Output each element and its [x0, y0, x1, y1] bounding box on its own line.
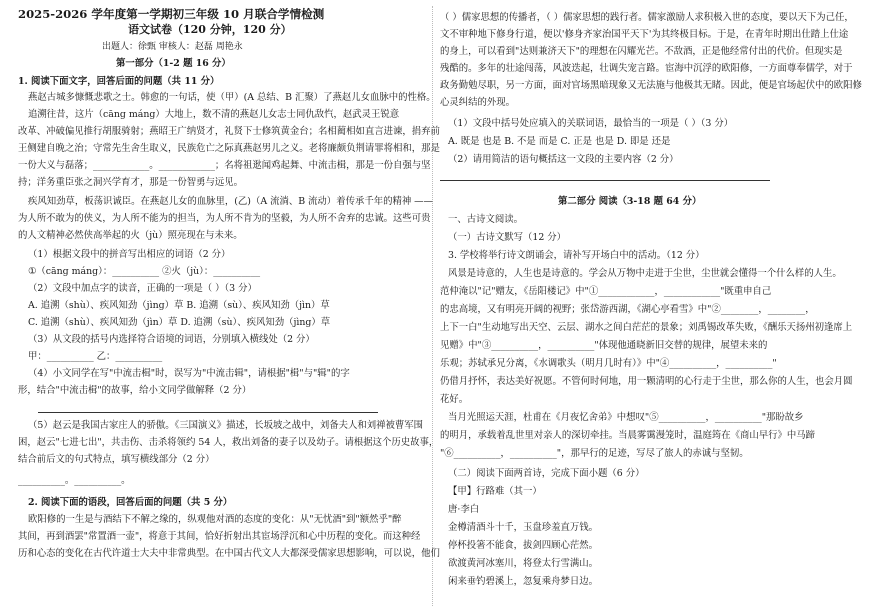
q1-sub5-line1: （5）赵云是我国古家庄人的骄傲。《三国演义》描述，长坂坡之战中，刘备夫人和刘禅被曹军围	[28, 420, 424, 431]
q2-para-line: （ ）儒家思想的传播者，（ ）儒家思想的践行者。儒家激励人求积极入世的态度，要以天下为己任，	[440, 12, 854, 23]
q3-line2[interactable]: "⑥__________，__________"，那早行的足迹，写尽了旅人的赤诚与坚韧。	[440, 448, 749, 459]
q3-line[interactable]: 的忠高境，又有明亮开阔的视野；张岱游西湖，《湖心亭看雪》中"②________，________，	[440, 304, 815, 315]
answer-line[interactable]	[38, 412, 378, 413]
q1-sub3: （3）从文段的括号内选择符合语境的词语，分别填入横线处（2 分）	[28, 334, 315, 345]
q2-heading: 2. 阅读下面的语段，回答后面的问题（共 5 分）	[28, 497, 233, 508]
q1-line: 追溯往昔，这片（cāng máng）大地上，数不清的燕赵儿女志士同仇敌忾，赵武灵王锐意	[28, 109, 400, 120]
exam-title: 2025-2026 学年度第一学期初三年级 10 月联合学情检测	[18, 7, 325, 21]
q2-sub2: （2）请用简洁的语句概括这一文段的主要内容（2 分）	[448, 154, 679, 165]
q1-line: 一份大义与磊落；____________。____________；名将祖逖闻鸡起舞、中流击楫，那是一份自强与坚	[18, 160, 431, 171]
q3-heading: 3. 学校将举行诗文朗诵会，请补写开场白中的活动。（12 分）	[448, 250, 705, 261]
q2-para-line: 政务勤勉尽职，另一方面，面对官场黑暗现象又无法施与他极其无睹。因此，便是官场起伏中的欧阳修	[440, 80, 862, 91]
q2-line: 其间，再到酒罢"常置酒一壶"，将意于其间，恰好折射出其宦场浮沉和心中历程的变化。而这种经	[18, 531, 421, 542]
q1-line: 燕赵古城多慷慨悲歌之士。韩愈的一句话，使（甲）(A 总结、B 汇聚）了燕赵儿女血脉中的性格。	[28, 92, 436, 103]
q2-para-line: 文不审种地下修身行道，便以'修身齐家治国平天下'为其终极目标。于是，在青年时期出仕踏上仕途	[440, 29, 849, 40]
q3-line: 仍借月抒怀，表达美好祝愿。不管何时何地，用一颗清明的心行走于尘世，那么你的人生，也会月圆	[440, 376, 853, 387]
section-subheading: （一）古诗文默写（12 分）	[448, 232, 567, 243]
q2-line: 欧阳修的一生是与酒结下不解之缘的，纵观他对酒的态度的变化：从"无忧酒"到"额然乎"醉	[28, 514, 402, 525]
q1-sub1: （1）根据文段中的拼音写出相应的词语（2 分）	[28, 249, 231, 260]
q3-line2[interactable]: 当月光照运天涯，杜甫在《月夜忆舍弟》中想叹"⑤__________，__________"那盼故乡	[448, 412, 804, 423]
q1-heading: 1. 阅读下面文字，回答后面的问题（共 11 分）	[18, 76, 220, 87]
q1-line2: 疾风知劲草，板荡识诚臣。在燕赵儿女的血脉里，(乙)（A 流淌、B 流动）着传承千年的精神 ——	[28, 196, 433, 207]
q2-para-line: 的身上，可以看到"达则兼济天下"的理想在闪耀光芒。不敌酒，正是他经常付出的代价。但现实是	[440, 46, 843, 57]
q3-line[interactable]: 范仲淹以"记"赠友，《岳阳楼记》中"①____________，____________"既重申自己	[440, 286, 772, 297]
q2-para-line: 残酷的。多年的壮途闯荡，风波迭起，壮调失宠言路。宦海中沉浮的欧阳修，一方面尊奉儒学，对于	[440, 63, 853, 74]
q1-sub4-line1: （4）小文同学在写"中流击楫"时，误写为"中流击辑"，请根据"楫"与"辑"的字	[28, 368, 350, 379]
q1-sub5-line3: 结合前后文的句式特点，填写横线部分（2 分）	[18, 454, 215, 465]
q1-sub1-blanks[interactable]: ①（cāng máng）：__________ ②火（jù）：__________	[28, 266, 261, 277]
q1-line2: 为人所不敢为的侠义，为人所不能为的担当，为人所不肯为的坚毅，为人所不舍弃的忠诚。这些可贵	[18, 213, 431, 224]
q2-sub1: （1）文段中括号处应填入的关联词语，最恰当的一项是（ ）（3 分）	[448, 118, 734, 129]
q1-line: 改革、冲破偏见推行胡服骑射；燕昭王广纳贤才，礼贤下士修筑黄金台；名相蔺相如直言进谏，捐弃前	[18, 126, 440, 137]
q1-sub2: （2）文段中加点字的读音，正确的一项是（ ）（3 分）	[28, 283, 257, 294]
q1-options-ab: A. 追溯（shù）、疾风知劲（jìng）草 B. 追溯（sù）、疾风知劲（jìn）草	[28, 300, 330, 311]
q2-line: 历和心态的变化在古代许道士大夫中非常典型。在中国古代文人大都深受儒家思想影响，可以说，他们	[18, 548, 440, 559]
answer-line[interactable]	[440, 180, 770, 181]
q1-sub5-blanks[interactable]: __________。__________。	[18, 475, 131, 486]
q3-line[interactable]: 乐观；苏轼承兄分离，《水调歌头（明月几时有）》中"④__________，__________"	[440, 358, 777, 369]
poem-line: 欲渡黄河冰塞川，将登太行雪满山。	[448, 558, 599, 569]
poem-line: 闲来垂钓碧溪上，忽复乘舟梦日边。	[448, 576, 599, 587]
part1-heading: 第一部分（1-2 题 16 分）	[116, 58, 231, 69]
q1-line2: 的人文精神必然侠高举起的火（jù）照亮现在与未来。	[18, 230, 243, 241]
q3-line: 风景是诗意的，人生也是诗意的。学会从万物中走进于尘世，尘世就会懂得一个什么样的人生。	[448, 268, 842, 279]
q1-sub4-line2: 形，结合"中流击楫"的故事，给小文同学做解释（2 分）	[18, 385, 252, 396]
q1-line: 王侧建自晚之治；守常先生舍生取义，民族危亡之际真燕赵男儿之义。老将廉颇负荆请罪将相和，那是	[18, 143, 440, 154]
q1-line: 持；洋务重臣张之洞兴学育才，那是一份智勇与远见。	[18, 177, 244, 188]
q1-sub3-blanks[interactable]: 甲：__________ 乙：__________	[28, 351, 163, 362]
poem-line: 停杯投箸不能食，拔剑四顾心茫然。	[448, 540, 599, 551]
exam-subject: 语文试卷（120 分钟，120 分）	[128, 23, 292, 36]
part2-heading: 第二部分 阅读（3-18 题 64 分）	[558, 196, 702, 207]
section-subheading: （二）阅读下面两首诗，完成下面小题（6 分）	[448, 468, 645, 479]
q2-para-line: 心灵纠结的外现。	[440, 97, 516, 108]
q1-sub5-line2: 困，赵云"七进七出"，共击伤、击杀将领约 54 人，救出刘备的妻子以及幼子。请根据这个历史故事，	[18, 437, 439, 448]
poem-author: 唐·李白	[448, 504, 480, 515]
q3-line: 上下一白"生动地写出天空、云层、湖水之间白茫茫的景象；刘禹锡改革失败，《酬乐天扬州初逢席上	[440, 322, 853, 333]
q1-options-cd: C. 追溯（shù）、疾风知劲（jìn）草 D. 追溯（sù）、疾风知劲（jìng）草	[28, 317, 331, 328]
q3-line: 花好。	[440, 394, 469, 405]
exam-authors: 出题人：徐甄 审核人：赵磊 周艳永	[102, 42, 243, 52]
poem-line: 金樽清酒斗十千，玉盘珍羞直万钱。	[448, 522, 599, 533]
q2-options: A. 既是 也是 B. 不是 而是 C. 正是 也是 D. 即是 还是	[448, 136, 671, 147]
poem-title: 【甲】行路难（其一）	[448, 486, 542, 497]
q3-line[interactable]: 见赠》中"③__________，__________"体现他通晓新旧交替的规律，展望未来的	[440, 340, 768, 351]
q3-line2: 的明月，承载着乱世里对亲人的深切牵挂。当晨雾霭漫笼时，温庭筠在《商山早行》中马蹄	[440, 430, 816, 441]
section-heading: 一、古诗文阅读。	[448, 214, 524, 225]
